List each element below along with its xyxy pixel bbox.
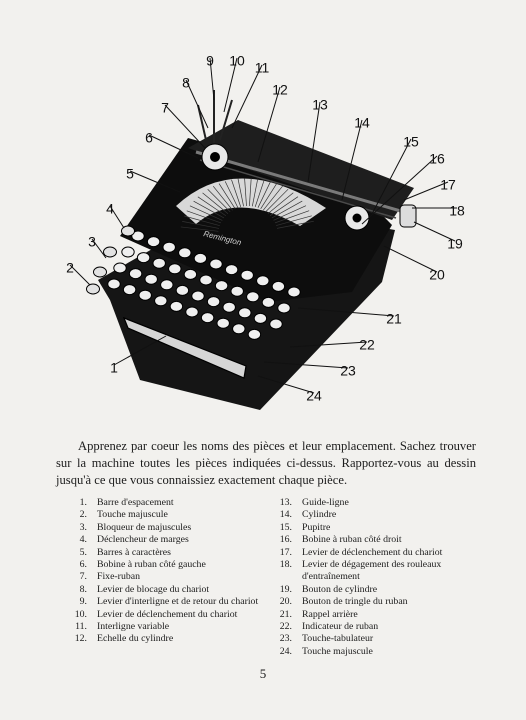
legend-text: Touche majuscule: [302, 645, 373, 657]
legend-text: Levier de blocage du chariot: [97, 583, 210, 595]
legend-item: [70, 596, 275, 608]
legend-number: 7.: [79, 571, 87, 583]
legend-number: 3.: [79, 521, 87, 533]
legend-text: Barre d'espacement: [97, 497, 174, 508]
legend-item: [70, 522, 275, 534]
legend-text: Cylindre: [302, 509, 337, 521]
key: [147, 237, 159, 247]
callout-number: 15: [403, 133, 419, 150]
key: [215, 281, 227, 291]
callout-number: 2: [66, 259, 74, 276]
legend-item: [275, 547, 480, 559]
legend-text: Guide-ligne: [302, 497, 349, 508]
key: [176, 285, 188, 295]
side-key: [94, 267, 107, 277]
key: [161, 280, 173, 290]
legend-text: Echelle du cylindre: [97, 633, 174, 645]
callout-number: 11: [254, 59, 270, 76]
legend-item: [275, 497, 480, 509]
key: [184, 269, 196, 279]
legend-text: Interligne variable: [97, 621, 170, 633]
key: [194, 253, 206, 263]
callout-number: 20: [429, 266, 445, 283]
legend-item: [275, 522, 480, 534]
legend-number: 19.: [279, 583, 292, 595]
typewriter-diagram: [52, 48, 482, 418]
key: [239, 308, 251, 318]
callout-number: 16: [429, 150, 445, 167]
legend-item: [70, 621, 275, 633]
legend-number: 2.: [79, 509, 87, 521]
key: [233, 324, 245, 334]
callout-number: 5: [126, 165, 134, 182]
key: [108, 279, 120, 289]
legend-text: Bouton de tringle du ruban: [302, 596, 408, 608]
key: [129, 269, 141, 279]
key: [192, 291, 204, 301]
key: [186, 307, 198, 317]
callout-number: 18: [449, 202, 465, 219]
legend-number: 24.: [279, 645, 292, 657]
key: [210, 259, 222, 269]
key: [169, 264, 181, 274]
legend-item: [275, 559, 480, 584]
callout-number: 6: [145, 129, 153, 146]
legend-number: 12.: [74, 633, 87, 645]
brand-plate: Remington: [202, 229, 243, 248]
legend-item: [275, 596, 480, 608]
legend-item: [70, 497, 275, 509]
legend-text: Touche-tabulateur: [302, 633, 374, 645]
key: [137, 253, 149, 263]
legend-number: 1.: [79, 497, 87, 508]
key: [231, 286, 243, 296]
key: [217, 318, 229, 328]
legend-item: [70, 509, 275, 521]
legend-list-left: [70, 497, 275, 646]
key: [272, 281, 284, 291]
callout-number: 4: [106, 200, 114, 217]
legend-item: [275, 633, 480, 645]
callout-number: 7: [161, 99, 169, 116]
legend-number: 18.: [279, 559, 292, 571]
legend-number: 16.: [279, 534, 292, 546]
instructions-paragraph: Apprenez par coeur les noms des pièces et leur emplacement. Sachez trouver sur la machine toutes les pièces indiquées ci-dessus. Rapportez-vous au dessin jusqu'à ce que vous connaissiez exactement chaque pièce.: [56, 439, 476, 487]
legend-item: [70, 609, 275, 621]
legend-number: 9.: [79, 596, 87, 608]
legend-text: Levier de déclenchement du chariot: [97, 608, 238, 620]
legend-number: 21.: [279, 608, 292, 620]
legend-text: Bloqueur de majuscules: [97, 521, 192, 533]
callout-number: 22: [359, 336, 375, 353]
key: [114, 263, 126, 273]
key: [270, 319, 282, 329]
callout-number: 9: [206, 52, 214, 69]
legend-text: Bobine à ruban côté gauche: [97, 559, 206, 571]
legend-text: Levier d'interligne et de retour du chariot: [97, 596, 259, 608]
legend-number: 23.: [279, 633, 292, 645]
callout-number: 10: [229, 52, 245, 69]
legend-number: 5.: [79, 546, 87, 558]
legend-item: [275, 621, 480, 633]
legend-number: 17.: [279, 546, 292, 558]
key: [139, 290, 151, 300]
legend-item: [275, 534, 480, 546]
callout-number: 12: [272, 81, 288, 98]
key: [122, 247, 134, 257]
legend-text: Rappel arrière: [302, 608, 358, 620]
key: [201, 313, 213, 323]
legend-number: 15.: [279, 521, 292, 533]
key: [163, 242, 175, 252]
key: [170, 301, 182, 311]
callout-number: 19: [447, 235, 463, 252]
key: [257, 276, 269, 286]
side-key: [104, 247, 117, 257]
callout-number: 3: [88, 233, 96, 250]
key: [207, 297, 219, 307]
callout-number: 17: [440, 176, 456, 193]
legend-item: [70, 547, 275, 559]
key: [200, 275, 212, 285]
legend-text: Touche majuscule: [97, 509, 168, 521]
legend-item: [70, 633, 275, 645]
callout-number: 24: [306, 387, 322, 404]
legend-number: 14.: [279, 509, 292, 521]
key: [247, 292, 259, 302]
legend-number: 6.: [79, 559, 87, 571]
callout-number: 13: [312, 96, 328, 113]
legend-item: [275, 509, 480, 521]
callout-number: 23: [340, 362, 356, 379]
legend-text: Bobine à ruban côté droit: [302, 534, 402, 546]
legend-number: 20.: [279, 596, 292, 608]
key: [179, 248, 191, 258]
legend-number: 4.: [79, 534, 87, 546]
key: [145, 274, 157, 284]
callout-number: 21: [386, 310, 402, 327]
key: [123, 285, 135, 295]
legend-list-right: [275, 497, 480, 658]
legend-text: Fixe-ruban: [97, 571, 140, 583]
legend-text: Levier de déclenchement du chariot: [302, 546, 443, 558]
legend-number: 10.: [74, 608, 87, 620]
callout-number: 8: [182, 74, 190, 91]
callout-number: 14: [354, 114, 370, 131]
side-key: [87, 284, 100, 294]
key: [225, 265, 237, 275]
legend-number: 22.: [279, 621, 292, 633]
legend-item: [70, 584, 275, 596]
legend-item: [275, 584, 480, 596]
legend-item: [275, 646, 480, 658]
key: [248, 329, 260, 339]
page-number: 5: [259, 666, 267, 681]
key: [262, 297, 274, 307]
key: [223, 302, 235, 312]
legend-number: 11.: [75, 621, 87, 633]
callout-number: 1: [110, 359, 118, 376]
legend-text: Barres à caractères: [97, 546, 171, 558]
legend-text: Pupitre: [302, 521, 331, 533]
legend-item: [275, 609, 480, 621]
legend-number: 8.: [79, 583, 87, 595]
legend-text: Indicateur de ruban: [302, 621, 379, 633]
legend-item: [70, 534, 275, 546]
key: [153, 258, 165, 268]
legend-item: [70, 571, 275, 583]
key: [155, 296, 167, 306]
legend-text: Déclencheur de marges: [97, 534, 189, 546]
legend-item: [70, 559, 275, 571]
legend-text: Levier de dégagement des rouleaux d'entraînement: [302, 559, 442, 583]
key: [288, 287, 300, 297]
key: [241, 270, 253, 280]
legend-text: Bouton de cylindre: [302, 583, 378, 595]
legend-number: 13.: [279, 497, 292, 508]
key: [254, 313, 266, 323]
key: [278, 303, 290, 313]
